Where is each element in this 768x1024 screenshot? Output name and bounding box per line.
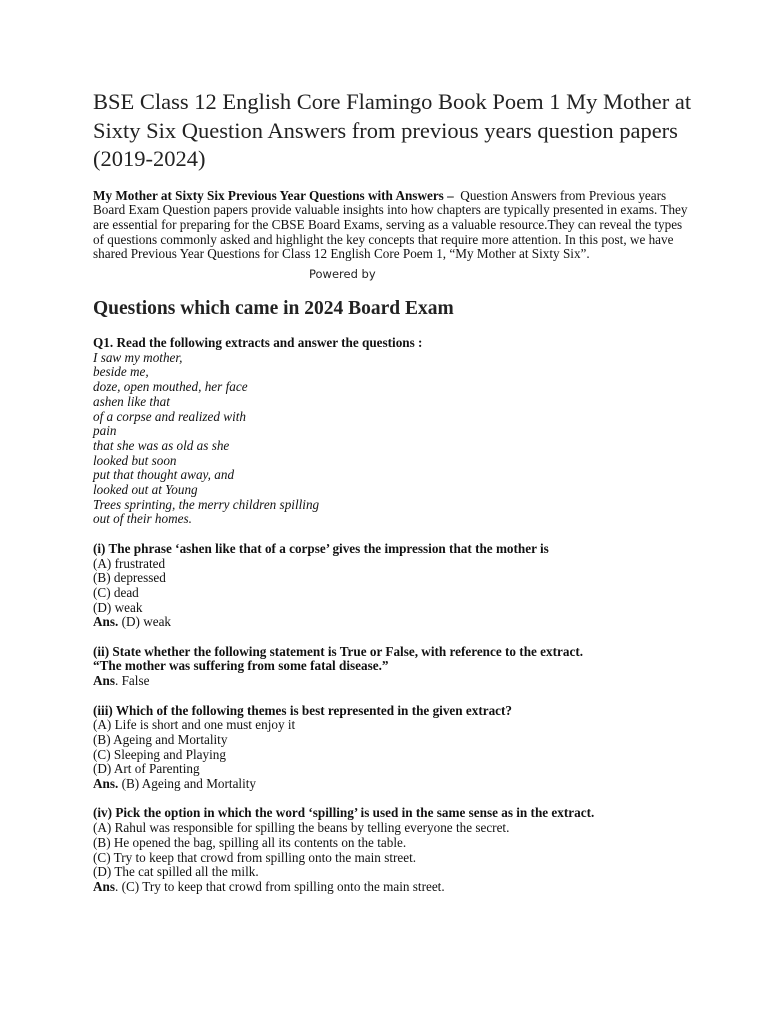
subquestion-text: (iv) Pick the option in which the word ‘spilling’ is used in the same sense as in the extract. [93,805,595,821]
intro-paragraph [93,189,693,263]
poem-extract [93,351,693,527]
question-1-text: Q1. Read the following extracts and answer the questions : [93,335,423,351]
answer-text: . (C) Try to keep that crowd from spilling onto the main street. [115,878,445,894]
section-heading: Questions which came in 2024 Board Exam [93,298,454,320]
page-title: BSE Class 12 English Core Flamingo Book Poem 1 My Mother at Sixty Six Question Answers from previous years question papers (2019-2024) [93,89,692,171]
answer [93,880,693,895]
option: (B) He opened the bag, spilling all its contents on the table. [93,834,407,850]
poem-line: looked out at Young [93,482,198,498]
answer [93,615,693,630]
poem-line: doze, open mouthed, her face [93,379,248,395]
poem-line: put that thought away, and [93,467,235,483]
option: (D) weak [93,599,143,615]
statement: “The mother was suffering from some fatal disease.” [93,658,389,674]
option: (A) Life is short and one must enjoy it [93,717,296,733]
poem-line: Trees sprinting, the merry children spilling [93,496,320,512]
answer [93,674,693,689]
intro-bold-lead: My Mother at Sixty Six Previous Year Questions with Answers – [93,187,454,203]
option: (C) dead [93,584,139,600]
intro-text: Question Answers from Previous years Board Exam Question papers provide valuable insights into how chapters are typically presented in exams. They are essential for preparing for the CBSE Board Exams, serving as a valuable resource.They can reveal the types of questions commonly asked and highlight the key concepts that require more attention. In this post, we have shared Previous Year Questions for Class 12 English Core Poem 1, “My Mother at Sixty Six”. [93,187,688,262]
poem-line: that she was as old as she [93,437,230,453]
answer [93,777,693,792]
poem-line: out of their homes. [93,511,192,527]
option: (B) depressed [93,570,166,586]
option: (D) Art of Parenting [93,761,200,777]
answer-label: Ans [93,673,115,689]
question-1 [93,336,693,527]
subquestion-text: (iii) Which of the following themes is best represented in the given extract? [93,702,513,718]
option: (C) Try to keep that crowd from spilling onto the main street. [93,849,417,865]
option: (A) frustrated [93,555,166,571]
subquestion-text: (i) The phrase ‘ashen like that of a corpse’ gives the impression that the mother is [93,540,549,556]
poem-line: ashen like that [93,393,170,409]
answer-text: . False [115,673,150,689]
option: (C) Sleeping and Playing [93,746,226,762]
poem-line: looked but soon [93,452,177,468]
subquestion-ii [93,645,693,689]
option: (B) Ageing and Mortality [93,731,228,747]
option: (D) The cat spilled all the milk. [93,864,259,880]
poem-line: pain [93,423,117,439]
subquestion-iii [93,704,693,792]
powered-by-label: Powered by [309,267,376,282]
option: (A) Rahul was responsible for spilling the beans by telling everyone the secret. [93,820,510,836]
poem-line: beside me, [93,364,149,380]
subquestion-i [93,542,693,630]
subquestion-text: (ii) State whether the following statement is True or False, with reference to the extract. [93,643,584,659]
answer-label: Ans. [93,614,119,630]
poem-line: of a corpse and realized with [93,408,246,424]
article [93,88,693,909]
subquestion-iv [93,806,693,894]
answer-text: (D) weak [118,614,172,630]
poem-line: I saw my mother, [93,349,183,365]
answer-label: Ans. [93,776,119,792]
answer-label: Ans [93,878,115,894]
answer-text: (B) Ageing and Mortality [118,776,257,792]
